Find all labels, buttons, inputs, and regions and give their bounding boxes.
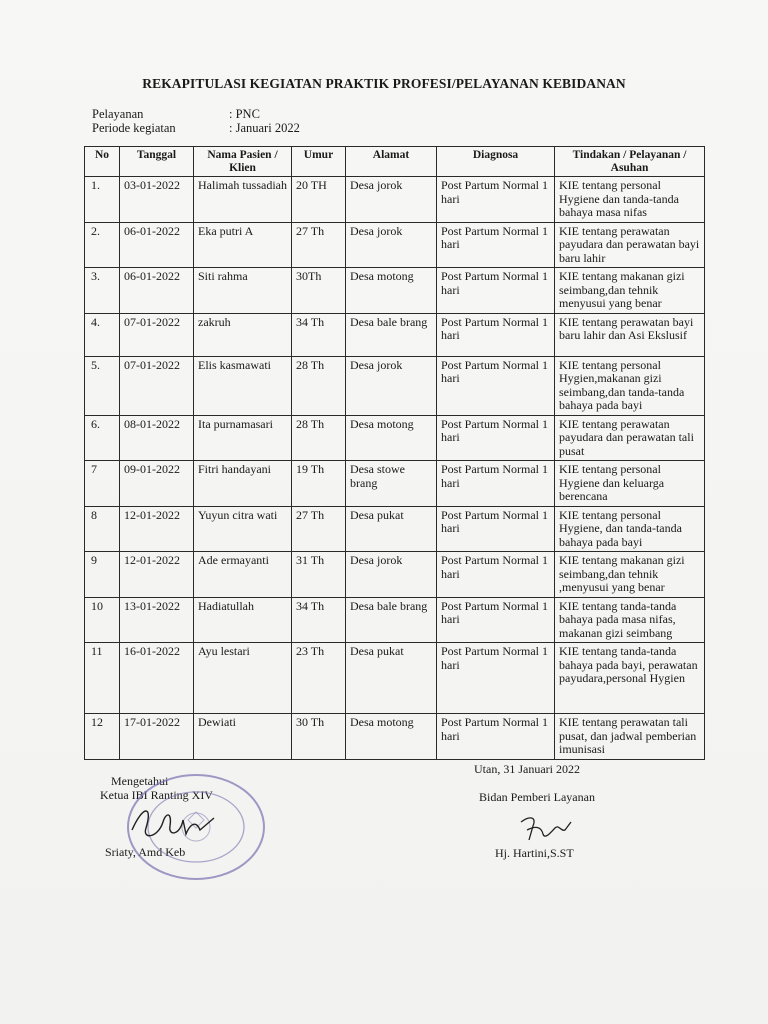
row-action: KIE tentang tanda-tanda bahaya pada masa nifas, makanan gizi seimbang bbox=[555, 597, 705, 643]
row-no: 10 bbox=[85, 597, 120, 643]
meta-service-label: Pelayanan bbox=[92, 107, 144, 121]
row-date: 13-01-2022 bbox=[120, 597, 194, 643]
table-row bbox=[85, 222, 705, 268]
row-diagnosis: Post Partum Normal 1 hari bbox=[437, 222, 555, 268]
row-address: Desa stowe brang bbox=[346, 461, 437, 507]
signer-name: Hj. Hartini,S.ST bbox=[495, 846, 574, 860]
table-header-row bbox=[85, 147, 705, 177]
col-header-date: Tanggal bbox=[120, 147, 194, 177]
row-age: 34 Th bbox=[292, 597, 346, 643]
row-diagnosis: Post Partum Normal 1 hari bbox=[437, 714, 555, 760]
row-age: 31 Th bbox=[292, 552, 346, 598]
document-title: REKAPITULASI KEGIATAN PRAKTIK PROFESI/PELAYANAN KEBIDANAN bbox=[142, 76, 626, 91]
row-no: 9 bbox=[85, 552, 120, 598]
table-row bbox=[85, 268, 705, 314]
row-age: 27 Th bbox=[292, 222, 346, 268]
approval-label: Mengetahui bbox=[111, 774, 169, 788]
table-row bbox=[85, 506, 705, 552]
row-age: 27 Th bbox=[292, 506, 346, 552]
row-diagnosis: Post Partum Normal 1 hari bbox=[437, 597, 555, 643]
row-date: 06-01-2022 bbox=[120, 222, 194, 268]
row-address: Desa bale brang bbox=[346, 313, 437, 356]
table-row bbox=[85, 313, 705, 356]
row-no: 11 bbox=[85, 643, 120, 714]
row-age: 19 Th bbox=[292, 461, 346, 507]
row-no: 12 bbox=[85, 714, 120, 760]
meta-service-value: : PNC bbox=[229, 107, 260, 121]
row-patient-name: Halimah tussadiah bbox=[194, 177, 292, 223]
row-action: KIE tentang makanan gizi seimbang,dan tehnik ,menyusui yang benar bbox=[555, 552, 705, 598]
row-date: 06-01-2022 bbox=[120, 268, 194, 314]
table-body bbox=[85, 177, 705, 760]
row-date: 17-01-2022 bbox=[120, 714, 194, 760]
row-diagnosis: Post Partum Normal 1 hari bbox=[437, 461, 555, 507]
col-header-age: Umur bbox=[292, 147, 346, 177]
meta-period bbox=[92, 121, 300, 136]
row-action: KIE tentang personal Hygiene, dan tanda-tanda bahaya pada bayi bbox=[555, 506, 705, 552]
row-age: 20 TH bbox=[292, 177, 346, 223]
row-patient-name: Fitri handayani bbox=[194, 461, 292, 507]
table-row bbox=[85, 461, 705, 507]
row-action: KIE tentang personal Hygiene dan tanda-tanda bahaya masa nifas bbox=[555, 177, 705, 223]
row-no: 2. bbox=[85, 222, 120, 268]
place-date: Utan, 31 Januari 2022 bbox=[474, 762, 580, 776]
row-address: Desa pukat bbox=[346, 506, 437, 552]
meta-period-value: : Januari 2022 bbox=[229, 121, 300, 135]
signer-role: Bidan Pemberi Layanan bbox=[479, 790, 595, 804]
meta-service bbox=[92, 107, 260, 122]
col-header-patient-name: Nama Pasien / Klien bbox=[194, 147, 292, 177]
row-diagnosis: Post Partum Normal 1 hari bbox=[437, 313, 555, 356]
table-row bbox=[85, 714, 705, 760]
col-header-action: Tindakan / Pelayanan / Asuhan bbox=[555, 147, 705, 177]
row-patient-name: Ita purnamasari bbox=[194, 415, 292, 461]
row-no: 5. bbox=[85, 356, 120, 415]
row-address: Desa pukat bbox=[346, 643, 437, 714]
table-row bbox=[85, 552, 705, 598]
row-no: 6. bbox=[85, 415, 120, 461]
row-date: 12-01-2022 bbox=[120, 506, 194, 552]
row-diagnosis: Post Partum Normal 1 hari bbox=[437, 177, 555, 223]
row-no: 3. bbox=[85, 268, 120, 314]
row-address: Desa motong bbox=[346, 415, 437, 461]
meta-period-label: Periode kegiatan bbox=[92, 121, 176, 135]
row-patient-name: Eka putri A bbox=[194, 222, 292, 268]
table-row bbox=[85, 177, 705, 223]
row-address: Desa jorok bbox=[346, 222, 437, 268]
row-no: 1. bbox=[85, 177, 120, 223]
row-diagnosis: Post Partum Normal 1 hari bbox=[437, 552, 555, 598]
row-date: 09-01-2022 bbox=[120, 461, 194, 507]
left-signature bbox=[128, 800, 218, 850]
row-action: KIE tentang tanda-tanda bahaya pada bayi, perawatan payudara,personal Hygien bbox=[555, 643, 705, 714]
row-diagnosis: Post Partum Normal 1 hari bbox=[437, 506, 555, 552]
row-patient-name: Ade ermayanti bbox=[194, 552, 292, 598]
recap-table bbox=[84, 146, 705, 760]
table-row bbox=[85, 597, 705, 643]
row-diagnosis: Post Partum Normal 1 hari bbox=[437, 356, 555, 415]
row-diagnosis: Post Partum Normal 1 hari bbox=[437, 643, 555, 714]
row-date: 07-01-2022 bbox=[120, 356, 194, 415]
row-diagnosis: Post Partum Normal 1 hari bbox=[437, 268, 555, 314]
approval-role: Ketua IBI Ranting XIV bbox=[100, 788, 213, 802]
row-diagnosis: Post Partum Normal 1 hari bbox=[437, 415, 555, 461]
row-date: 07-01-2022 bbox=[120, 313, 194, 356]
row-action: KIE tentang perawatan payudara dan perawatan bayi baru lahir bbox=[555, 222, 705, 268]
row-no: 7 bbox=[85, 461, 120, 507]
row-address: Desa motong bbox=[346, 268, 437, 314]
row-patient-name: Yuyun citra wati bbox=[194, 506, 292, 552]
row-patient-name: zakruh bbox=[194, 313, 292, 356]
right-signature bbox=[515, 812, 575, 846]
row-action: KIE tentang personal Hygiene dan keluarga berencana bbox=[555, 461, 705, 507]
row-action: KIE tentang makanan gizi seimbang,dan tehnik menyusui yang benar bbox=[555, 268, 705, 314]
col-header-address: Alamat bbox=[346, 147, 437, 177]
col-header-diagnosis: Diagnosa bbox=[437, 147, 555, 177]
row-age: 34 Th bbox=[292, 313, 346, 356]
row-date: 12-01-2022 bbox=[120, 552, 194, 598]
row-patient-name: Dewiati bbox=[194, 714, 292, 760]
approval-name: Sriaty, Amd Keb bbox=[105, 845, 186, 859]
row-age: 30Th bbox=[292, 268, 346, 314]
row-address: Desa jorok bbox=[346, 177, 437, 223]
row-patient-name: Siti rahma bbox=[194, 268, 292, 314]
row-patient-name: Hadiatullah bbox=[194, 597, 292, 643]
table-row bbox=[85, 356, 705, 415]
row-no: 4. bbox=[85, 313, 120, 356]
row-action: KIE tentang personal Hygien,makanan gizi seimbang,dan tanda-tanda bahaya pada bayi bbox=[555, 356, 705, 415]
row-address: Desa jorok bbox=[346, 552, 437, 598]
table-row bbox=[85, 415, 705, 461]
table-row bbox=[85, 643, 705, 714]
row-date: 03-01-2022 bbox=[120, 177, 194, 223]
row-patient-name: Elis kasmawati bbox=[194, 356, 292, 415]
row-address: Desa motong bbox=[346, 714, 437, 760]
row-action: KIE tentang perawatan payudara dan perawatan tali pusat bbox=[555, 415, 705, 461]
row-date: 16-01-2022 bbox=[120, 643, 194, 714]
row-address: Desa jorok bbox=[346, 356, 437, 415]
row-address: Desa bale brang bbox=[346, 597, 437, 643]
row-action: KIE tentang perawatan tali pusat, dan jadwal pemberian imunisasi bbox=[555, 714, 705, 760]
row-date: 08-01-2022 bbox=[120, 415, 194, 461]
row-age: 28 Th bbox=[292, 415, 346, 461]
row-age: 30 Th bbox=[292, 714, 346, 760]
row-age: 23 Th bbox=[292, 643, 346, 714]
row-action: KIE tentang perawatan bayi baru lahir dan Asi Ekslusif bbox=[555, 313, 705, 356]
row-age: 28 Th bbox=[292, 356, 346, 415]
row-patient-name: Ayu lestari bbox=[194, 643, 292, 714]
row-no: 8 bbox=[85, 506, 120, 552]
col-header-no: No bbox=[85, 147, 120, 177]
